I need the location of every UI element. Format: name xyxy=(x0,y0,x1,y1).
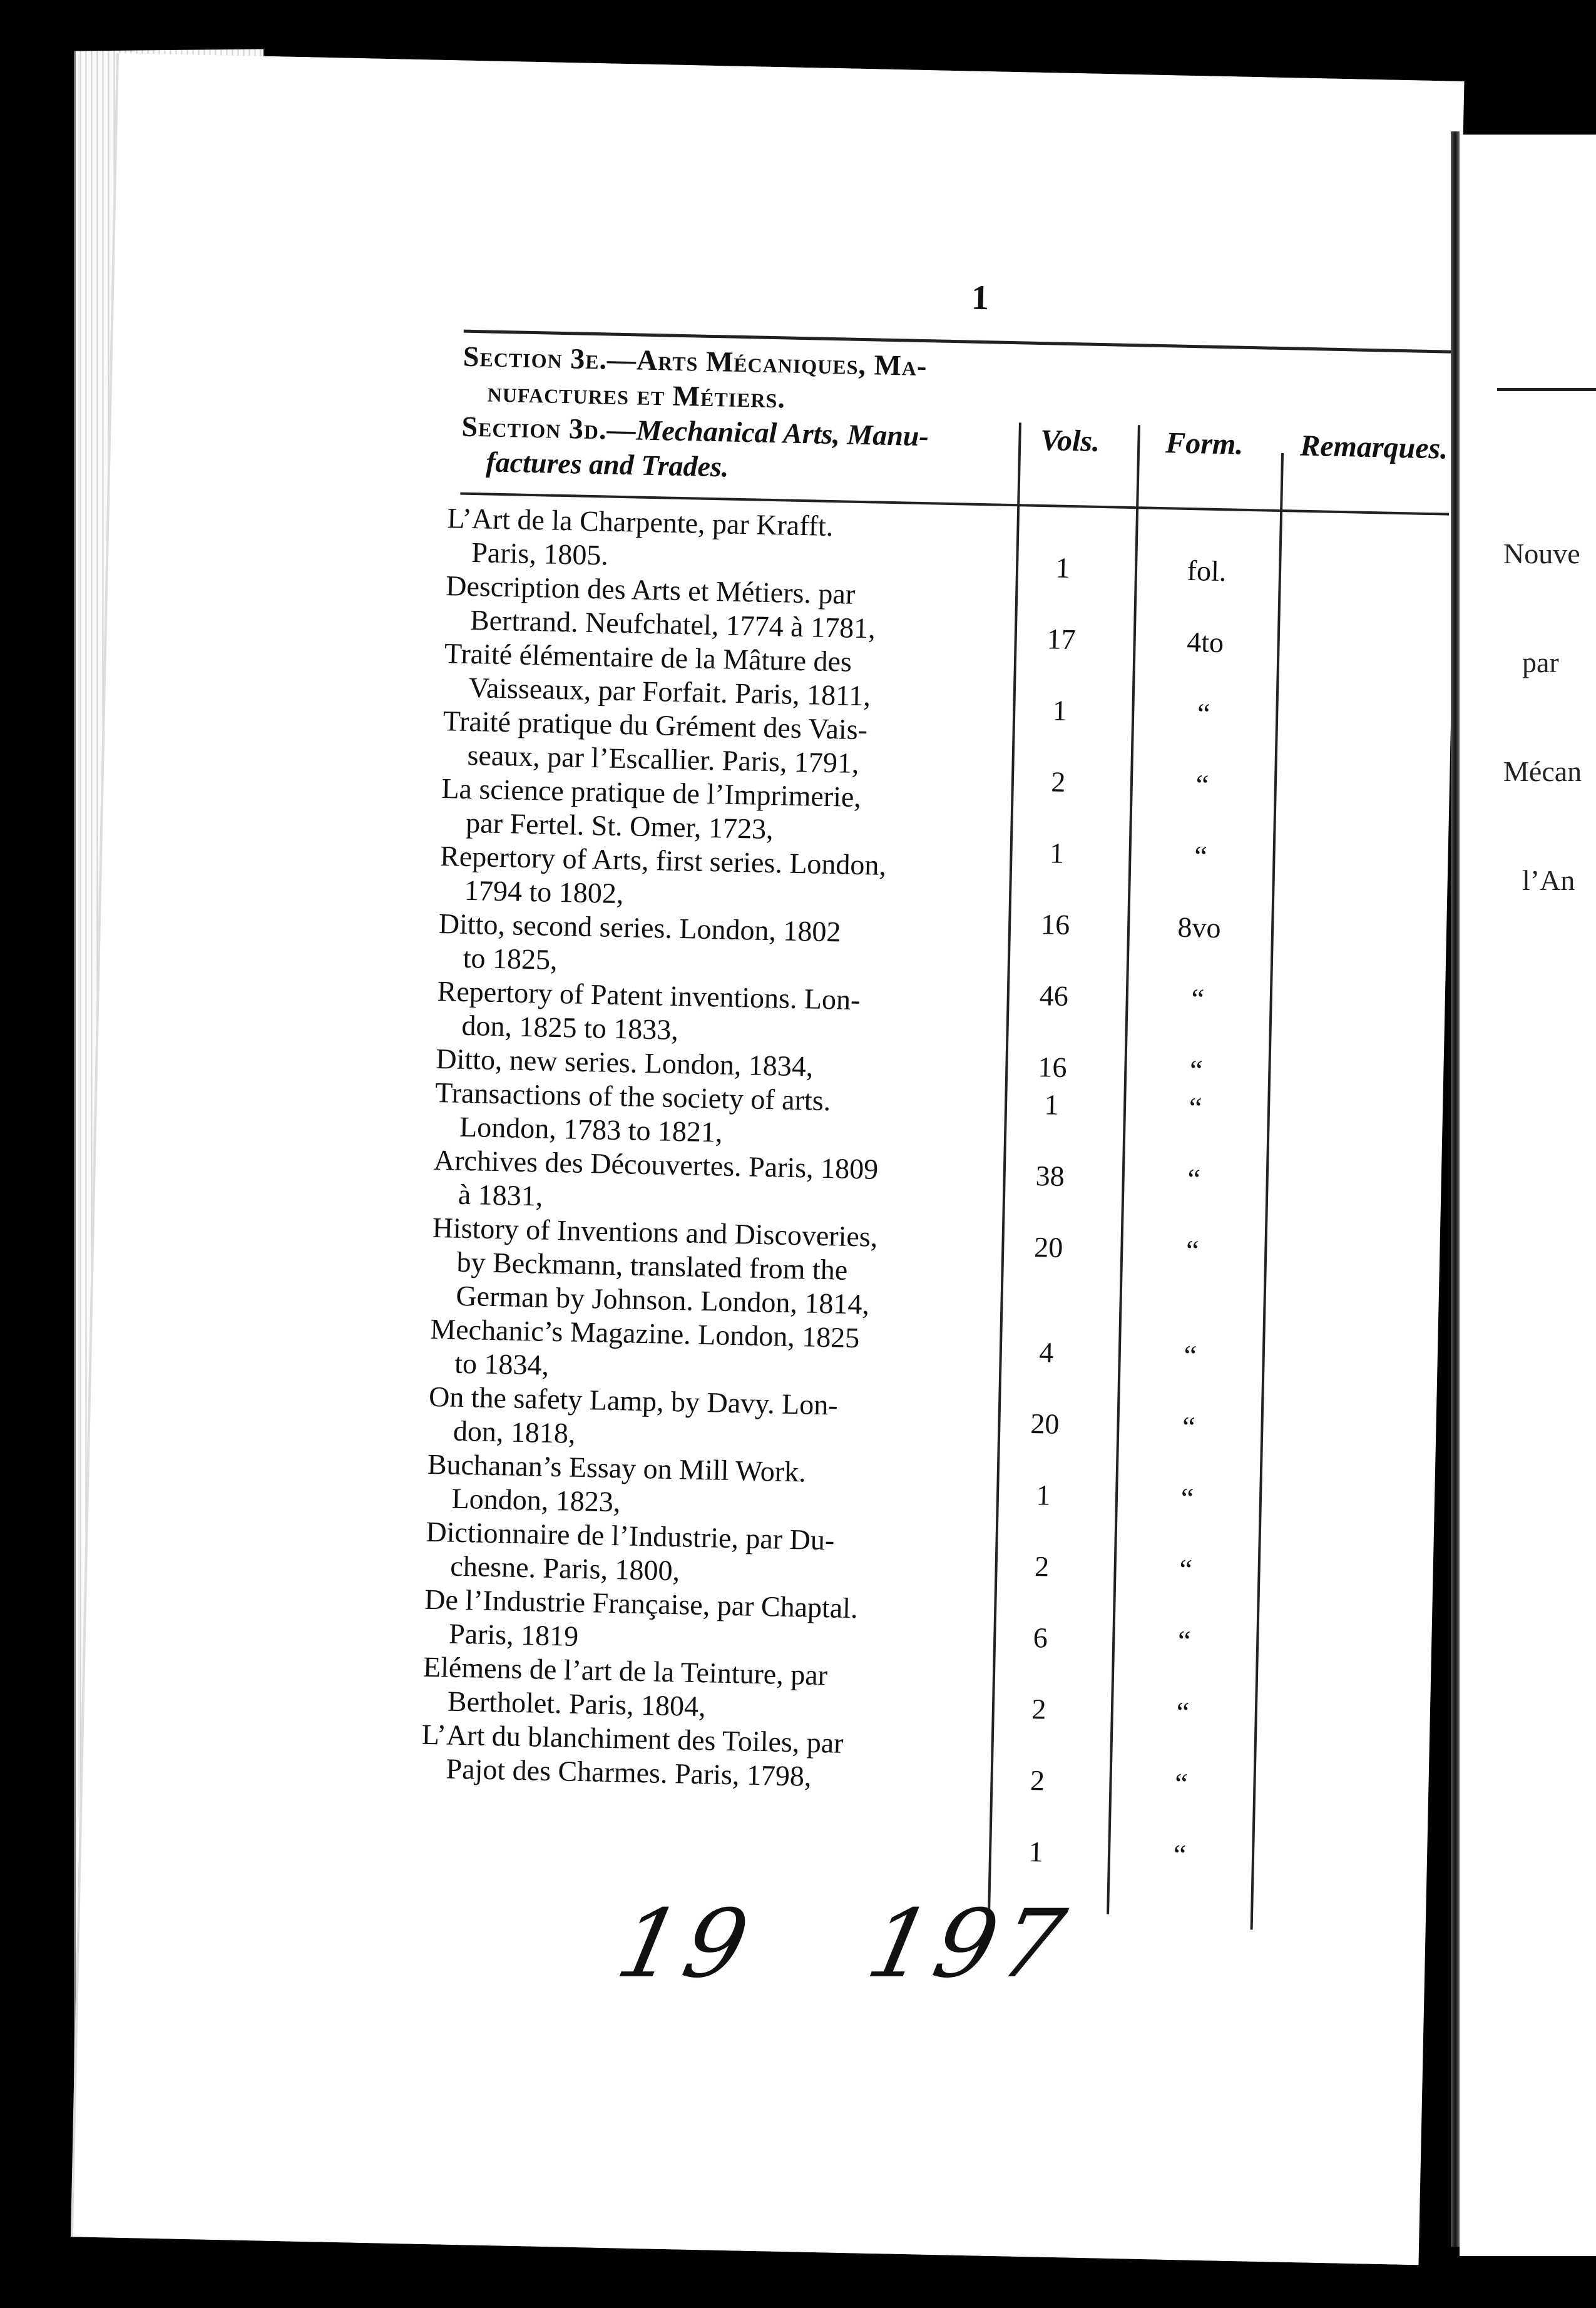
section-fr-lead: Section 3e.— xyxy=(463,340,637,376)
entry-line: Paris, 1819 xyxy=(448,1617,579,1652)
entry-line: à 1831, xyxy=(458,1178,543,1212)
catalog-entry xyxy=(439,839,1004,919)
vols-value: 16 xyxy=(1040,908,1070,941)
catalog-entry xyxy=(431,1211,996,1324)
vols-value: 1 xyxy=(1036,1479,1051,1511)
section-en-title-2: factures and Trades. xyxy=(485,446,729,483)
facing-page xyxy=(1460,135,1596,2256)
entry-line: German by Johnson. London, 1814, xyxy=(456,1279,870,1320)
catalog-entry xyxy=(429,1312,994,1392)
entry-line: Elémens de l’art de la Teinture, par xyxy=(422,1650,828,1692)
facing-line: Nouve xyxy=(1503,538,1580,569)
form-value: “ xyxy=(1177,1624,1191,1657)
entry-line: Bertholet. Paris, 1804, xyxy=(447,1685,707,1723)
entry-line: De l’Industrie Française, par Chaptal. xyxy=(424,1583,859,1625)
catalog-entry xyxy=(437,907,1002,986)
entry-line: Bertrand. Neufchatel, 1774 à 1781, xyxy=(469,603,876,645)
catalog-entry xyxy=(443,636,1008,716)
vols-value: 38 xyxy=(1035,1160,1065,1193)
form-value: “ xyxy=(1194,840,1208,872)
facing-page-rule xyxy=(1497,388,1596,391)
vols-value: 16 xyxy=(1037,1051,1067,1084)
vols-value: 2 xyxy=(1034,1550,1050,1583)
vols-value: 1 xyxy=(1028,1836,1044,1868)
vols-value: 1 xyxy=(1055,551,1071,584)
catalog-entry xyxy=(427,1380,992,1459)
column-divider-vols xyxy=(1107,425,1140,1914)
vols-value: 6 xyxy=(1033,1621,1048,1654)
vols-value: 46 xyxy=(1039,979,1069,1013)
main-page xyxy=(73,53,1465,2265)
form-value: “ xyxy=(1176,1695,1190,1728)
entry-line: seaux, par l’Escallier. Paris, 1791, xyxy=(467,738,859,780)
form-value: “ xyxy=(1197,697,1211,730)
entry-line: L’Art de la Charpente, par Krafft. xyxy=(447,502,834,543)
column-divider-form xyxy=(1251,453,1284,1930)
form-value: “ xyxy=(1187,1163,1201,1195)
entry-line: don, 1825 to 1833, xyxy=(461,1009,679,1046)
form-value: “ xyxy=(1185,1234,1200,1267)
form-value: fol. xyxy=(1187,554,1227,588)
catalog-entry xyxy=(442,704,1006,784)
column-header-vols: Vols. xyxy=(1040,423,1100,458)
catalog-entry xyxy=(432,1143,997,1223)
entry-line: to 1834, xyxy=(454,1347,550,1381)
entry-line: London, 1783 to 1821, xyxy=(459,1110,724,1148)
catalog-entry xyxy=(425,1515,990,1595)
vols-value: 1 xyxy=(1049,837,1065,869)
facing-page-text xyxy=(1503,463,1582,971)
facing-line: l’An xyxy=(1522,864,1575,896)
entry-line: 1794 to 1802, xyxy=(464,874,624,910)
entry-line: chesne. Paris, 1800, xyxy=(449,1550,680,1587)
entry-line: London, 1823, xyxy=(451,1482,621,1518)
entry-line: Mechanic’s Magazine. London, 1825 xyxy=(429,1312,860,1354)
entry-line: L’Art du blanchiment des Toiles, par xyxy=(421,1718,844,1759)
form-value: “ xyxy=(1190,983,1205,1015)
vols-value: 2 xyxy=(1031,1693,1046,1725)
page-number: 1 xyxy=(971,278,990,318)
vols-value: 4 xyxy=(1038,1336,1054,1369)
entry-line: Repertory of Patent inventions. Lon- xyxy=(437,974,861,1016)
entry-line: La science pratique de l’Imprimerie, xyxy=(441,772,862,814)
entry-line: par Fertel. St. Omer, 1723, xyxy=(465,806,774,845)
form-value: “ xyxy=(1189,1091,1202,1124)
entry-line: Archives des Découvertes. Paris, 1809 xyxy=(433,1143,879,1185)
form-value: “ xyxy=(1189,1054,1204,1086)
facing-line: Mécan xyxy=(1503,755,1582,787)
entry-line: Repertory of Arts, first series. London, xyxy=(439,840,887,881)
vols-value: 2 xyxy=(1050,765,1066,798)
entry-line: Description des Arts et Métiers. par xyxy=(445,569,856,610)
entry-line: Traité pratique du Grément des Vais- xyxy=(442,705,868,746)
form-value: 8vo xyxy=(1177,911,1222,944)
form-value: 4to xyxy=(1186,625,1224,659)
section-header xyxy=(461,339,1020,491)
form-value: “ xyxy=(1174,1767,1189,1800)
form-value: “ xyxy=(1180,1482,1194,1514)
catalog-entry xyxy=(424,1583,988,1662)
catalog-entry xyxy=(421,1718,985,1797)
form-value: “ xyxy=(1195,768,1209,801)
catalog-entry xyxy=(446,501,1011,581)
entry-line: Pajot des Charmes. Paris, 1798, xyxy=(446,1752,812,1792)
vols-value: 1 xyxy=(1044,1088,1060,1121)
form-value: “ xyxy=(1182,1411,1196,1443)
entry-line: Ditto, new series. London, 1834, xyxy=(435,1042,814,1083)
catalog-entry xyxy=(426,1448,991,1527)
column-header-remarks: Remarques. xyxy=(1299,429,1448,466)
entry-line: Vaisseaux, par Forfait. Paris, 1811, xyxy=(468,671,871,712)
handwritten-note-left: 19 xyxy=(608,1890,764,1999)
entry-line: Ditto, second series. London, 1802 xyxy=(438,907,842,948)
handwritten-note-right: 197 xyxy=(858,1890,1080,1999)
entry-line: History of Inventions and Discoveries, xyxy=(432,1211,878,1253)
entry-line: Traité élémentaire de la Mâture des xyxy=(444,637,852,678)
entry-line: Transactions of the society of arts. xyxy=(434,1076,831,1117)
vols-value: 20 xyxy=(1030,1407,1060,1440)
entry-line: to 1825, xyxy=(463,941,558,976)
entry-line: Paris, 1805. xyxy=(471,536,609,571)
catalog-entry xyxy=(445,569,1010,648)
catalog-entry xyxy=(434,1076,999,1155)
catalog-entry xyxy=(422,1650,986,1730)
form-value: “ xyxy=(1173,1838,1187,1871)
entry-line: Buchanan’s Essay on Mill Work. xyxy=(427,1448,807,1488)
catalog-entry xyxy=(436,974,1001,1054)
form-value: “ xyxy=(1179,1553,1193,1586)
vols-value: 17 xyxy=(1046,623,1077,656)
form-value: “ xyxy=(1184,1339,1197,1372)
catalog-entry xyxy=(441,772,1005,851)
vols-value: 1 xyxy=(1052,694,1068,727)
entry-list xyxy=(421,501,1011,1797)
entry-line: Dictionnaire de l’Industrie, par Du- xyxy=(426,1515,835,1556)
section-fr-title-2: nufactures et Métiers. xyxy=(487,375,786,414)
facing-line: par xyxy=(1522,646,1559,678)
section-fr-title-1: Arts Mécaniques, Ma- xyxy=(636,344,928,382)
entry-line: don, 1818, xyxy=(453,1414,576,1449)
book-gutter xyxy=(1451,131,1460,2247)
section-en-title-1: Mechanical Arts, Manu- xyxy=(635,414,929,452)
section-en-lead: Section 3d.— xyxy=(461,410,637,446)
column-header-form: Form. xyxy=(1165,426,1244,461)
entry-line: On the safety Lamp, by Davy. Lon- xyxy=(428,1380,839,1421)
vols-value: 20 xyxy=(1033,1231,1063,1264)
entry-line: by Beckmann, translated from the xyxy=(456,1245,848,1286)
vols-value: 2 xyxy=(1030,1764,1045,1797)
